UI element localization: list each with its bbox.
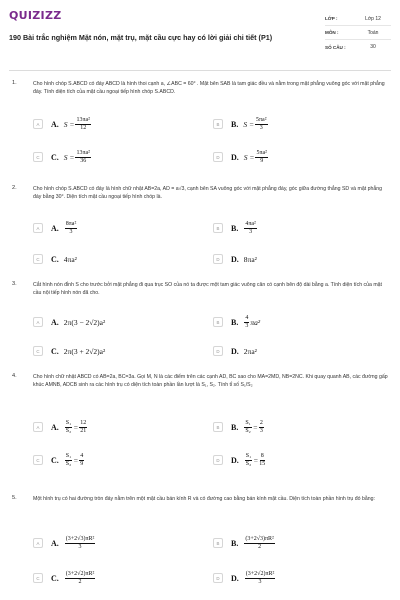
option-b[interactable] [213,311,260,333]
option-label: C. [51,152,59,162]
option-label: C. [51,346,59,356]
option-label: A. [51,119,59,129]
fraction-den: 3 [259,124,263,131]
option-box[interactable]: B [213,119,223,129]
question-text: Cho hình chóp S.ABCD có đáy ABCD là hình thoi cạnh a, ∠ABC = 60° . Mặt bên SAB là tam giác đều và nằm trong mặt phẳng vuông góc với mặt phẳng đáy. Tính diện tích của mặt cầu ngoại tiếp hình chóp S.ABCD. [33,81,385,95]
fraction-num: (3+2√3)πR² [65,535,95,542]
fraction-den: 3 [78,543,82,550]
option-prefix: S = [63,152,75,162]
fraction-den: 12 [80,124,87,131]
fraction-num: 4πa² [245,220,256,227]
fraction-num: 12 [80,419,87,426]
option-prefix: S = [243,119,255,129]
option-label: B. [231,538,239,548]
fraction-den: S₂ [245,427,251,434]
fraction-num: (3+2√3)πR² [245,535,274,542]
fraction-den: 9 [260,157,264,164]
fraction-num: 4 [245,314,249,321]
fraction-num: 4 [80,452,84,459]
option-math [64,221,79,236]
option-box[interactable]: A [33,317,43,327]
meta-row-subject [325,26,391,40]
option-a[interactable] [33,217,78,239]
fraction-num: (3+2√2)πR² [245,570,275,577]
meta-value: 30 [370,44,376,50]
equals-sign: = [73,455,79,465]
fraction [65,221,78,236]
option-c[interactable] [33,449,85,471]
option-math [243,117,268,132]
worksheet-header [0,0,400,60]
option-b[interactable] [213,113,269,135]
question-text: Cắt hình nón đỉnh S cho trước bởi mặt phẳng đi qua trục SO của nó ta được một tam giác vuông cân có cạnh bên độ dài bằng a. Tính diện tích của mặt cầu nội tiếp hình nón đã cho. [33,282,382,296]
meta-key: SỐ CÂU : [325,44,346,50]
fraction [65,420,72,435]
fraction [244,420,251,435]
page-title: 190 Bài trắc nghiệm Mặt nón, mặt trụ, mặt cầu cực hay có lời giải chi tiết (P1) [9,33,273,42]
equals-sign: = [73,422,79,432]
option-label: B. [231,119,239,129]
option-d[interactable] [213,449,266,471]
option-b[interactable] [213,217,258,239]
meta-key: LỚP : [325,16,338,21]
option-box[interactable]: A [33,119,43,129]
fraction-num: S₁ [245,419,251,426]
option-box[interactable]: D [213,254,223,264]
fraction [245,453,252,468]
fraction-num: 13πa² [76,149,90,156]
option-box[interactable]: D [213,152,223,162]
option-label: D. [231,346,239,356]
option-label: D. [231,455,239,465]
question-number: 2. [12,185,17,191]
option-box[interactable]: C [33,254,43,264]
fraction-den: S₂ [65,427,72,434]
option-label: D. [231,254,239,264]
question-number: 3. [12,281,17,287]
question-text: Cho hình chóp S.ABCD có đáy là hình chữ nhật AB=2a, AD = a√3, cạnh bên SA vuông góc với mặt phẳng đáy, góc giữa đường thẳng SD và mặt phẳng đáy bằng 30°. Diện tích mặt cầu ngoại tiếp hình chóp là. [33,186,383,200]
option-math [243,420,265,435]
option-box[interactable]: C [33,346,43,356]
option-d[interactable] [213,340,257,362]
option-box[interactable]: B [213,223,223,233]
option-a[interactable] [33,532,96,554]
option-box[interactable]: B [213,538,223,548]
fraction [75,117,91,132]
fraction-den: 3 [69,228,73,235]
option-math [64,571,97,586]
fraction-num: 8πa² [65,220,77,227]
option-prefix: S = [63,119,75,129]
option-a[interactable] [33,416,88,438]
fraction-den: 3 [249,228,253,235]
option-math [64,420,89,435]
option-prefix: S = [243,152,255,162]
fraction-den: 36 [80,157,87,164]
equals-sign: = [252,422,258,432]
meta-value: Lớp 12 [365,15,381,22]
question-text: Một hình trụ có hai đường tròn đáy nằm trên một mặt cầu bán kính R và có đường cao bằng bán kính mặt cầu. Diện tích toàn phần hình trụ đó bằng: [33,496,375,502]
fraction-den: 2 [78,578,82,585]
fraction-num: S₁ [65,452,72,459]
option-box[interactable]: D [213,455,223,465]
fraction [65,571,96,586]
fraction-num: 13πa² [76,116,90,123]
option-math: 2πa² [243,346,257,356]
question-number: 4. [12,373,17,379]
option-math [244,453,267,468]
option-math: 2π(3 + 2√2)a² [63,346,106,356]
fraction [259,453,265,468]
fraction-den: 3 [245,322,249,329]
option-math [64,150,92,165]
fraction-den: 2 [258,543,262,550]
fraction-den: 3 [259,427,263,434]
fraction [79,453,84,468]
option-c[interactable] [33,248,77,270]
fraction [244,221,257,236]
meta-table [325,12,391,54]
option-box[interactable]: A [33,422,43,432]
quizizz-logo: QUIZIZZ [9,9,62,22]
fraction-den: 21 [80,427,87,434]
option-label: B. [231,422,239,432]
fraction [244,315,249,330]
option-label: B. [231,317,239,327]
option-b[interactable] [213,532,276,554]
option-math [64,453,86,468]
option-box[interactable]: B [213,422,223,432]
option-label: C. [51,254,59,264]
option-suffix: πa² [250,317,261,327]
fraction-num: S₁ [65,419,72,426]
fraction [255,117,268,132]
option-a[interactable] [33,311,105,333]
option-d[interactable] [213,567,276,589]
option-box[interactable]: C [33,455,43,465]
option-d[interactable] [213,146,269,168]
question-text: Cho hình chữ nhật ABCD có AB=2a, BC=3a. Gọi M, N là các điểm trên các cạnh AD, BC sao cho MA=2MD, NB=2NC. Khi quay quanh AB, các đường gấp khúc AMNB, ADCB sinh ra các hình trụ có diện tích toàn phần lần lượt là S₁, S₂. Tính tỉ số S₁/S₂ [33,374,388,388]
option-label: A. [51,538,59,548]
option-c[interactable] [33,340,105,362]
fraction-num: 5πa² [256,116,267,123]
option-math: 8πa² [243,254,257,264]
option-math [64,117,92,132]
fraction [244,536,275,551]
fraction [65,453,72,468]
fraction-num: 2 [259,419,263,426]
fraction [79,420,87,435]
fraction-den: 3 [258,578,262,585]
option-math: 4πa² [63,254,77,264]
fraction-num: S₁ [245,452,252,459]
meta-key: MÔN : [325,30,339,35]
question-number: 5. [12,495,17,501]
option-label: A. [51,317,59,327]
option-math [244,571,277,586]
meta-value: Toán [367,29,379,36]
fraction-den: S₂ [65,460,72,467]
fraction [65,536,96,551]
option-label: A. [51,422,59,432]
option-math [243,221,258,236]
fraction [245,571,276,586]
option-box[interactable]: D [213,346,223,356]
option-label: C. [51,455,59,465]
option-box[interactable]: C [33,573,43,583]
fraction-den: S₂ [245,460,252,467]
option-box[interactable]: D [213,573,223,583]
option-b[interactable] [213,416,265,438]
option-math [243,536,276,551]
fraction [255,150,268,165]
option-label: A. [51,223,59,233]
fraction-den: 15 [259,460,266,467]
header-divider [9,70,391,71]
fraction-num: 8 [260,452,264,459]
option-label: D. [231,573,239,583]
option-label: C. [51,573,59,583]
option-d[interactable] [213,248,257,270]
option-c[interactable] [33,146,92,168]
option-label: D. [231,152,239,162]
question-number: 1. [12,80,17,86]
option-math [244,150,269,165]
option-box[interactable]: A [33,223,43,233]
option-math [64,536,97,551]
equals-sign: = [253,455,259,465]
fraction-den: 9 [80,460,84,467]
option-math: 2π(3 − 2√2)a² [63,317,106,327]
option-math [243,315,260,330]
option-c[interactable] [33,567,96,589]
fraction [75,150,91,165]
option-box[interactable]: A [33,538,43,548]
option-label: B. [231,223,239,233]
option-box[interactable]: B [213,317,223,327]
fraction [259,420,264,435]
fraction-num: (3+2√2)πR² [65,570,95,577]
fraction-num: 5πa² [256,149,267,156]
option-box[interactable]: C [33,152,43,162]
meta-row-class [325,12,391,26]
meta-row-count [325,40,391,54]
option-a[interactable] [33,113,92,135]
